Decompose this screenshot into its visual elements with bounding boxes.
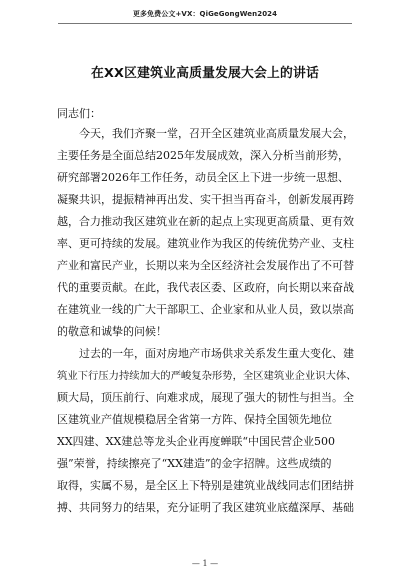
body-line: 凝聚共识，提振精神再出发、实干担当再奋斗，创新发展再跨 <box>57 193 354 206</box>
body-line: 代的重要贡献。在此，我代表区委、区政府，向长期以来奋战 <box>57 281 354 294</box>
body-line: 产业和富民产业，长期以来为全区经济社会发展作出了不可替 <box>57 259 354 272</box>
body-line: 率、更可持续的发展。建筑业作为我区的传统优势产业、支柱 <box>57 237 354 250</box>
body-line: 取得，实属不易，是全区上下特别是建筑业战线同志们团结拼 <box>57 479 354 492</box>
document-title: 在XX区建筑业高质量发展大会上的讲话 <box>90 66 320 81</box>
body-line: 区建筑业产值规模稳居全省第一方阵、保持全国领先地位 <box>57 413 332 426</box>
header-divider <box>58 23 352 24</box>
body-line: 筑业下行压力持续加大的严峻复杂形势，全区建筑业企业识大体、 <box>57 370 357 382</box>
body-line: 研究部署2026年工作任务，动员全区上下进一步统一思想、 <box>57 171 349 184</box>
body-line: 主要任务是全面总结2025年发展成效，深入分析当前形势， <box>57 149 349 162</box>
body-line: 强”荣誉，持续擦亮了“XX建造”的金字招牌。这些成绩的 <box>57 457 332 470</box>
body-line: 越，合力推动我区建筑业在新的起点上实现更高质量、更有效 <box>57 215 354 228</box>
page-number: — 1 — <box>191 559 219 568</box>
body-line: 的敬意和诚挚的问候！ <box>57 325 167 338</box>
body-line: 顾大局，顶压前行、向难求成，展现了强大的韧性与担当。全 <box>57 391 354 404</box>
body-line: XX四建、XX建总等龙头企业再度蝉联“中国民营企业500 <box>57 435 335 448</box>
salutation: 同志们： <box>57 107 101 120</box>
header-banner: 更多免费公文+VX：QiGeGongWen2024 <box>132 10 278 18</box>
body-line: 在建筑业一线的广大干部职工、企业家和从业人员，致以崇高 <box>57 303 354 316</box>
body-line: 今天，我们齐聚一堂，召开全区建筑业高质量发展大会， <box>79 127 354 140</box>
body-line: 搏、共同努力的结果，充分证明了我区建筑业底蕴深厚、基础 <box>57 501 354 514</box>
body-line: 过去的一年，面对房地产市场供求关系发生重大变化、建 <box>79 347 354 360</box>
